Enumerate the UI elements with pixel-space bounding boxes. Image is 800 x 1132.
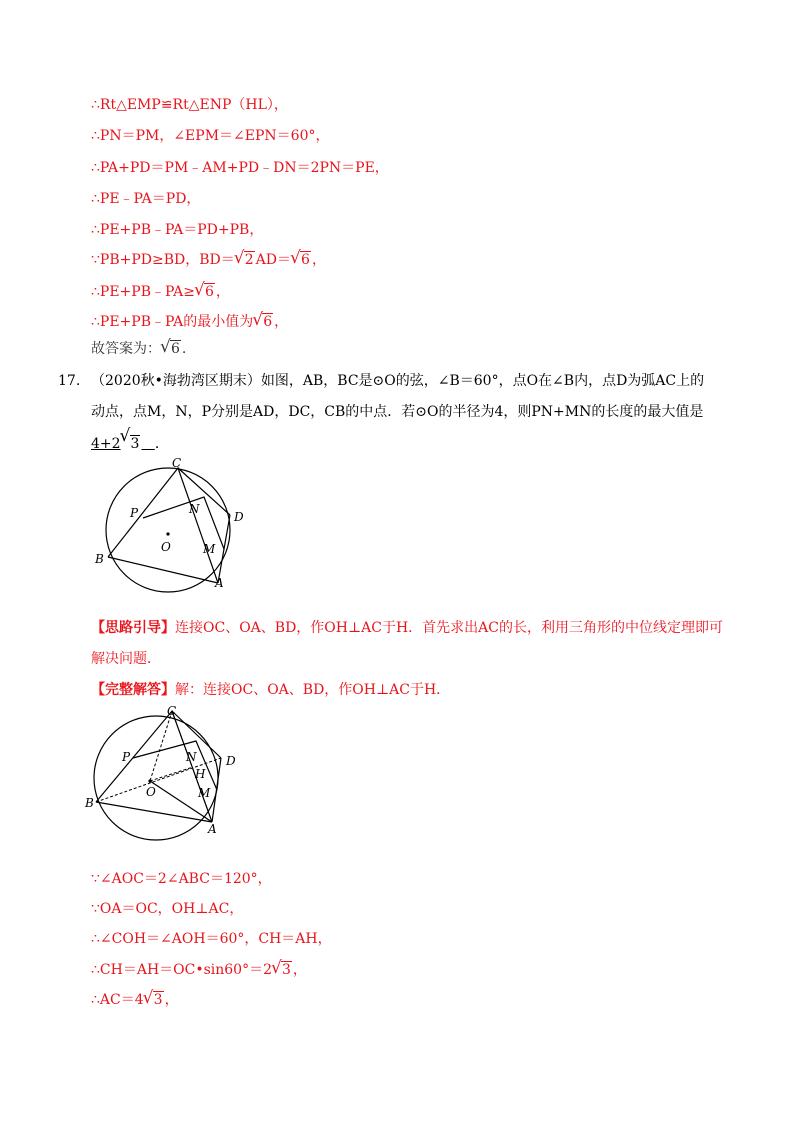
label-O: O [161, 540, 171, 554]
hint-tag: 【思路引导】 [91, 620, 175, 636]
sqrt-symbol [195, 282, 215, 302]
text: ∴PE+PB﹣PA≥ [91, 284, 195, 300]
proof-line-4 [91, 960, 307, 980]
label-M: M [203, 542, 216, 556]
radicand: 3 [153, 992, 163, 1008]
label-C: C [172, 456, 182, 470]
answer-line [91, 339, 186, 359]
radicand: 2 [244, 252, 254, 268]
full-answer-tag: 【完整解答】 [91, 682, 175, 698]
label-O: O [146, 785, 156, 799]
label-A: A [215, 576, 224, 590]
text: ∴PE+PB﹣PA的最小值为 [91, 314, 254, 330]
solution-line-3: ∴PA+PD＝PM﹣AM+PD﹣DN＝2PN＝PE， [91, 160, 389, 176]
label-A: A [208, 822, 217, 836]
label-D: D [234, 510, 244, 524]
text: ， [164, 992, 179, 1008]
sqrt-symbol [253, 312, 273, 332]
text: ∵PB+PD≥BD，BD＝ [91, 252, 235, 268]
label-P: P [130, 506, 139, 520]
label-B: B [95, 552, 104, 566]
radicand: 6 [263, 314, 273, 330]
hint-line-1 [91, 612, 731, 645]
solution-line-1: ∴Rt△EMP≌Rt△ENP（HL）， [91, 97, 288, 113]
solution-line-2: ∴PN＝PM，∠EPM＝∠EPN＝60°， [91, 128, 330, 144]
proof-line-3: ∴∠COH＝∠AOH＝60°，CH＝AH， [91, 931, 332, 947]
solution-line-4: ∴PE﹣PA＝PD， [91, 191, 201, 207]
text: ∴AC＝4 [91, 992, 144, 1008]
text: AD＝ [255, 252, 292, 268]
proof-line-2: ∵OA＝OC，OH⊥AC， [91, 901, 244, 917]
solution-line-7 [91, 282, 230, 302]
text: 故答案为： [91, 341, 161, 357]
sqrt-symbol [291, 250, 311, 270]
label-B: B [85, 796, 94, 810]
label-H: H [195, 767, 206, 781]
label-N: N [186, 750, 197, 764]
text: ， [311, 252, 326, 268]
figure-1 [88, 455, 248, 595]
answer-blank [91, 436, 155, 452]
radicand: 6 [171, 341, 180, 357]
label-C: C [167, 704, 177, 718]
solution-line-6 [91, 250, 326, 270]
hint-line-2: 解决问题． [91, 651, 161, 667]
radicand: 6 [301, 252, 310, 268]
radicand: 6 [204, 284, 214, 300]
solution-line-8 [91, 312, 288, 332]
proof-line-5 [91, 990, 179, 1010]
question-number: 17. [58, 373, 81, 389]
full-answer-text: 解：连接OC、OA、BD，作OH⊥AC于H． [175, 682, 451, 698]
figure-2 [84, 703, 244, 843]
sqrt-symbol [272, 960, 292, 980]
sqrt-symbol [144, 990, 164, 1010]
solution-line-5: ∴PE+PB﹣PA＝PD+PB， [91, 222, 264, 238]
text: ， [215, 284, 230, 300]
answer-text: 4+2 [91, 436, 121, 452]
label-M: M [198, 786, 211, 800]
text: ， [292, 962, 307, 978]
label-D: D [226, 754, 236, 768]
sqrt-symbol [161, 339, 181, 359]
text: ∴CH＝AH＝OC•sin60°＝2 [91, 962, 272, 978]
label-N: N [189, 502, 200, 516]
label-P: P [122, 750, 131, 764]
radicand: 3 [282, 962, 291, 978]
text: . [181, 341, 187, 357]
question-text-1: （2020秋•海勃湾区期末）如图，AB，BC是⊙O的弦，∠B＝60°，点O在∠B内，点D为弧AC上的 [91, 373, 705, 389]
proof-line-1: ∵∠AOC＝2∠ABC＝120°， [91, 871, 272, 887]
question-text-2: 动点，点M，N，P分别是AD，DC，CB的中点．若⊙O的半径为4，则PN+MN的长度的最大值是 [91, 404, 704, 420]
hint-text: 连接OC、OA、BD，作OH⊥AC于H．首先求出AC的长，利用三角形的中位线定理即可 [175, 620, 723, 636]
radicand: 3 [130, 436, 140, 452]
text: ， [274, 314, 289, 330]
sqrt-symbol [235, 250, 255, 270]
text: ． [154, 436, 169, 452]
